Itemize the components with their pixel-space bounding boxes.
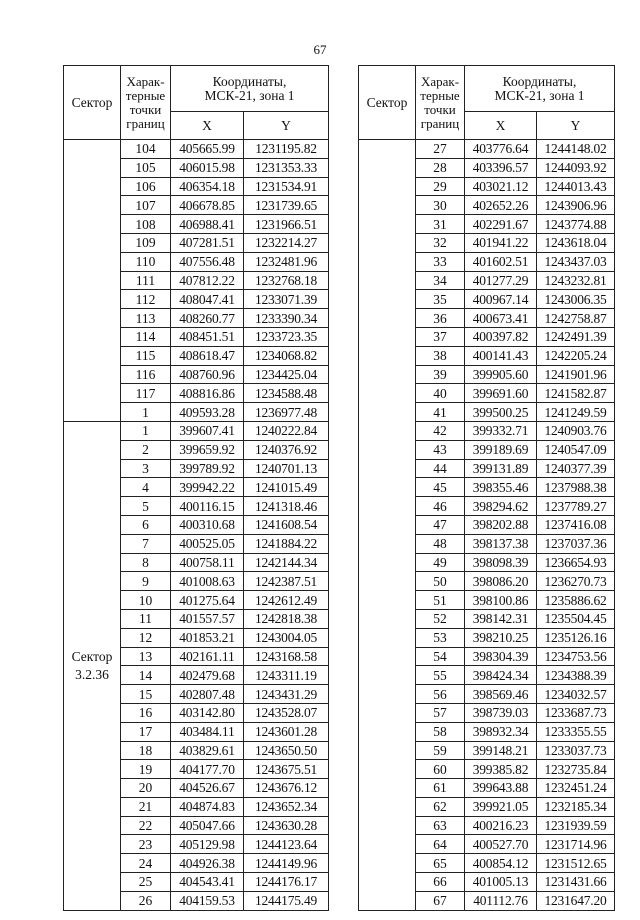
coordinates-header-line: Координаты,: [212, 73, 287, 89]
x-coordinate-cell: 398210.25: [465, 628, 537, 647]
x-coordinate-cell: 407812.22: [171, 271, 244, 290]
x-coordinate-cell: 399332.71: [465, 421, 537, 440]
point-number-cell: 2: [121, 440, 171, 459]
point-number-cell: 55: [416, 666, 465, 685]
x-coordinate-cell: 400673.41: [465, 309, 537, 328]
x-header: X: [465, 112, 537, 140]
coordinates-header: [465, 66, 615, 112]
x-coordinate-cell: 400116.15: [171, 497, 244, 516]
point-number-cell: 50: [416, 572, 465, 591]
y-header: Y: [244, 112, 329, 140]
y-coordinate-cell: 1233037.73: [537, 741, 615, 760]
point-number-cell: 20: [121, 779, 171, 798]
boundary-points-header-line: терные: [125, 87, 166, 103]
point-number-cell: 41: [416, 403, 465, 422]
point-number-cell: 35: [416, 290, 465, 309]
y-coordinate-cell: 1243630.28: [244, 816, 329, 835]
x-coordinate-cell: 402479.68: [171, 666, 244, 685]
point-number-cell: 40: [416, 384, 465, 403]
y-coordinate-cell: 1235504.45: [537, 609, 615, 628]
y-coordinate-cell: 1234753.56: [537, 647, 615, 666]
y-coordinate-cell: 1234588.48: [244, 384, 329, 403]
point-number-cell: 21: [121, 797, 171, 816]
y-coordinate-cell: 1236270.73: [537, 572, 615, 591]
y-coordinate-cell: 1244175.49: [244, 891, 329, 910]
x-coordinate-cell: 404159.53: [171, 891, 244, 910]
coordinates-header-line: Координаты,: [502, 73, 577, 89]
point-number-cell: 49: [416, 553, 465, 572]
point-number-cell: 105: [121, 158, 171, 177]
y-coordinate-cell: 1231939.59: [537, 816, 615, 835]
boundary-points-header-line: Харак-: [420, 73, 460, 89]
point-number-cell: 34: [416, 271, 465, 290]
x-coordinate-cell: 406678.85: [171, 196, 244, 215]
y-coordinate-cell: 1243601.28: [244, 722, 329, 741]
table-row: [359, 140, 615, 159]
x-coordinate-cell: 405047.66: [171, 816, 244, 835]
x-coordinate-cell: 398569.46: [465, 685, 537, 704]
y-coordinate-cell: 1231714.96: [537, 835, 615, 854]
sector-cell: [64, 140, 121, 422]
y-coordinate-cell: 1241901.96: [537, 365, 615, 384]
sector-cell: Сектор 3.2.36: [64, 421, 121, 910]
point-number-cell: 56: [416, 685, 465, 704]
point-number-cell: 67: [416, 891, 465, 910]
x-coordinate-cell: 405665.99: [171, 140, 244, 159]
point-number-cell: 64: [416, 835, 465, 854]
x-coordinate-cell: 398098.39: [465, 553, 537, 572]
y-coordinate-cell: 1243650.50: [244, 741, 329, 760]
y-coordinate-cell: 1232735.84: [537, 760, 615, 779]
y-coordinate-cell: 1240547.09: [537, 440, 615, 459]
y-coordinate-cell: 1243618.04: [537, 233, 615, 252]
x-coordinate-cell: 399131.89: [465, 459, 537, 478]
point-number-cell: 6: [121, 515, 171, 534]
point-number-cell: 62: [416, 797, 465, 816]
right-coordinates-table: [358, 65, 615, 911]
point-number-cell: 3: [121, 459, 171, 478]
point-number-cell: 110: [121, 252, 171, 271]
y-coordinate-cell: 1240903.76: [537, 421, 615, 440]
boundary-points-header-line: границ: [420, 115, 460, 131]
x-coordinate-cell: 398294.62: [465, 497, 537, 516]
y-coordinate-cell: 1243652.34: [244, 797, 329, 816]
y-coordinate-cell: 1236977.48: [244, 403, 329, 422]
x-coordinate-cell: 399942.22: [171, 478, 244, 497]
coordinates-header-line: МСК-21, зона 1: [204, 87, 295, 103]
x-coordinate-cell: 401602.51: [465, 252, 537, 271]
y-coordinate-cell: 1232451.24: [537, 779, 615, 798]
x-coordinate-cell: 399643.88: [465, 779, 537, 798]
sector-cell: [359, 140, 416, 911]
y-coordinate-cell: 1240377.39: [537, 459, 615, 478]
point-number-cell: 19: [121, 760, 171, 779]
point-number-cell: 111: [121, 271, 171, 290]
point-number-cell: 12: [121, 628, 171, 647]
point-number-cell: 61: [416, 779, 465, 798]
point-number-cell: 39: [416, 365, 465, 384]
x-coordinate-cell: 400310.68: [171, 515, 244, 534]
point-number-cell: 8: [121, 553, 171, 572]
point-number-cell: 29: [416, 177, 465, 196]
point-number-cell: 58: [416, 722, 465, 741]
x-coordinate-cell: 402161.11: [171, 647, 244, 666]
y-coordinate-cell: 1244123.64: [244, 835, 329, 854]
point-number-cell: 15: [121, 685, 171, 704]
x-coordinate-cell: 399189.69: [465, 440, 537, 459]
x-coordinate-cell: 406988.41: [171, 215, 244, 234]
x-coordinate-cell: 408760.96: [171, 365, 244, 384]
x-coordinate-cell: 403021.12: [465, 177, 537, 196]
point-number-cell: 115: [121, 346, 171, 365]
y-coordinate-cell: 1241608.54: [244, 515, 329, 534]
boundary-points-header: [416, 66, 465, 140]
x-coordinate-cell: 401005.13: [465, 873, 537, 892]
y-coordinate-cell: 1243675.51: [244, 760, 329, 779]
y-coordinate-cell: 1240376.92: [244, 440, 329, 459]
x-coordinate-cell: 404177.70: [171, 760, 244, 779]
x-coordinate-cell: 399659.92: [171, 440, 244, 459]
y-coordinate-cell: 1237988.38: [537, 478, 615, 497]
point-number-cell: 104: [121, 140, 171, 159]
x-coordinate-cell: 401112.76: [465, 891, 537, 910]
x-coordinate-cell: 400758.11: [171, 553, 244, 572]
y-coordinate-cell: 1242387.51: [244, 572, 329, 591]
point-number-cell: 32: [416, 233, 465, 252]
x-coordinate-cell: 403484.11: [171, 722, 244, 741]
x-coordinate-cell: 408260.77: [171, 309, 244, 328]
x-header: X: [171, 112, 244, 140]
page-number: 67: [313, 42, 327, 57]
x-coordinate-cell: 407281.51: [171, 233, 244, 252]
point-number-cell: 14: [121, 666, 171, 685]
y-coordinate-cell: 1244176.17: [244, 873, 329, 892]
point-number-cell: 108: [121, 215, 171, 234]
x-coordinate-cell: 401941.22: [465, 233, 537, 252]
x-coordinate-cell: 403829.61: [171, 741, 244, 760]
boundary-points-header: [121, 66, 171, 140]
point-number-cell: 107: [121, 196, 171, 215]
y-coordinate-cell: 1231431.66: [537, 873, 615, 892]
x-coordinate-cell: 400397.82: [465, 327, 537, 346]
table-row: [64, 421, 329, 440]
y-coordinate-cell: 1241884.22: [244, 534, 329, 553]
boundary-points-header-line: точки: [424, 101, 456, 117]
y-coordinate-cell: 1231195.82: [244, 140, 329, 159]
point-number-cell: 26: [121, 891, 171, 910]
point-number-cell: 47: [416, 515, 465, 534]
x-coordinate-cell: 398739.03: [465, 703, 537, 722]
y-coordinate-cell: 1234388.39: [537, 666, 615, 685]
y-coordinate-cell: 1237037.36: [537, 534, 615, 553]
x-coordinate-cell: 398304.39: [465, 647, 537, 666]
point-number-cell: 27: [416, 140, 465, 159]
y-coordinate-cell: 1237789.27: [537, 497, 615, 516]
y-coordinate-cell: 1242818.38: [244, 609, 329, 628]
point-number-cell: 65: [416, 854, 465, 873]
point-number-cell: 112: [121, 290, 171, 309]
x-coordinate-cell: 403142.80: [171, 703, 244, 722]
point-number-cell: 54: [416, 647, 465, 666]
y-coordinate-cell: 1241249.59: [537, 403, 615, 422]
point-number-cell: 43: [416, 440, 465, 459]
x-coordinate-cell: 399905.60: [465, 365, 537, 384]
boundary-points-header-line: терные: [420, 87, 460, 103]
x-coordinate-cell: 404543.41: [171, 873, 244, 892]
y-coordinate-cell: 1231739.65: [244, 196, 329, 215]
y-coordinate-cell: 1243004.05: [244, 628, 329, 647]
y-coordinate-cell: 1242612.49: [244, 591, 329, 610]
point-number-cell: 36: [416, 309, 465, 328]
y-coordinate-cell: 1231647.20: [537, 891, 615, 910]
y-coordinate-cell: 1235886.62: [537, 591, 615, 610]
x-coordinate-cell: 398932.34: [465, 722, 537, 741]
x-coordinate-cell: 406015.98: [171, 158, 244, 177]
point-number-cell: 5: [121, 497, 171, 516]
point-number-cell: 22: [121, 816, 171, 835]
x-coordinate-cell: 408451.51: [171, 327, 244, 346]
point-number-cell: 42: [416, 421, 465, 440]
y-coordinate-cell: 1231512.65: [537, 854, 615, 873]
x-coordinate-cell: 398424.34: [465, 666, 537, 685]
x-coordinate-cell: 398355.46: [465, 478, 537, 497]
y-coordinate-cell: 1243528.07: [244, 703, 329, 722]
x-coordinate-cell: 401853.21: [171, 628, 244, 647]
point-number-cell: 38: [416, 346, 465, 365]
x-coordinate-cell: 400216.23: [465, 816, 537, 835]
x-coordinate-cell: 400527.70: [465, 835, 537, 854]
y-coordinate-cell: 1242144.34: [244, 553, 329, 572]
y-coordinate-cell: 1244148.02: [537, 140, 615, 159]
y-coordinate-cell: 1243437.03: [537, 252, 615, 271]
x-coordinate-cell: 408618.47: [171, 346, 244, 365]
x-coordinate-cell: 401277.29: [465, 271, 537, 290]
y-coordinate-cell: 1243232.81: [537, 271, 615, 290]
point-number-cell: 17: [121, 722, 171, 741]
point-number-cell: 24: [121, 854, 171, 873]
point-number-cell: 11: [121, 609, 171, 628]
x-coordinate-cell: 401275.64: [171, 591, 244, 610]
x-coordinate-cell: 399385.82: [465, 760, 537, 779]
point-number-cell: 4: [121, 478, 171, 497]
point-number-cell: 60: [416, 760, 465, 779]
y-coordinate-cell: 1241582.87: [537, 384, 615, 403]
y-coordinate-cell: 1231534.91: [244, 177, 329, 196]
point-number-cell: 31: [416, 215, 465, 234]
x-coordinate-cell: 402291.67: [465, 215, 537, 234]
x-coordinate-cell: 404526.67: [171, 779, 244, 798]
x-coordinate-cell: 402807.48: [171, 685, 244, 704]
x-coordinate-cell: 400967.14: [465, 290, 537, 309]
point-number-cell: 10: [121, 591, 171, 610]
x-coordinate-cell: 398137.38: [465, 534, 537, 553]
y-coordinate-cell: 1244013.43: [537, 177, 615, 196]
x-coordinate-cell: 404874.83: [171, 797, 244, 816]
point-number-cell: 1: [121, 421, 171, 440]
y-coordinate-cell: 1234425.04: [244, 365, 329, 384]
y-coordinate-cell: 1233390.34: [244, 309, 329, 328]
y-coordinate-cell: 1234068.82: [244, 346, 329, 365]
point-number-cell: 7: [121, 534, 171, 553]
y-coordinate-cell: 1237416.08: [537, 515, 615, 534]
point-number-cell: 16: [121, 703, 171, 722]
x-coordinate-cell: 399789.92: [171, 459, 244, 478]
y-coordinate-cell: 1244149.96: [244, 854, 329, 873]
point-number-cell: 45: [416, 478, 465, 497]
y-coordinate-cell: 1244093.92: [537, 158, 615, 177]
x-coordinate-cell: 407556.48: [171, 252, 244, 271]
sector-header: Сектор: [64, 66, 121, 140]
point-number-cell: 18: [121, 741, 171, 760]
x-coordinate-cell: 403776.64: [465, 140, 537, 159]
y-coordinate-cell: 1240701.13: [244, 459, 329, 478]
left-coordinates-table: [63, 65, 329, 911]
x-coordinate-cell: 398100.86: [465, 591, 537, 610]
x-coordinate-cell: 404926.38: [171, 854, 244, 873]
point-number-cell: 51: [416, 591, 465, 610]
x-coordinate-cell: 400854.12: [465, 854, 537, 873]
x-coordinate-cell: 399607.41: [171, 421, 244, 440]
x-coordinate-cell: 406354.18: [171, 177, 244, 196]
point-number-cell: 33: [416, 252, 465, 271]
point-number-cell: 106: [121, 177, 171, 196]
x-coordinate-cell: 398086.20: [465, 572, 537, 591]
y-coordinate-cell: 1243311.19: [244, 666, 329, 685]
x-coordinate-cell: 400141.43: [465, 346, 537, 365]
point-number-cell: 66: [416, 873, 465, 892]
y-header: Y: [537, 112, 615, 140]
y-coordinate-cell: 1242491.39: [537, 327, 615, 346]
y-coordinate-cell: 1232768.18: [244, 271, 329, 290]
y-coordinate-cell: 1243676.12: [244, 779, 329, 798]
x-coordinate-cell: 403396.57: [465, 158, 537, 177]
point-number-cell: 28: [416, 158, 465, 177]
point-number-cell: 30: [416, 196, 465, 215]
point-number-cell: 46: [416, 497, 465, 516]
x-coordinate-cell: 399921.05: [465, 797, 537, 816]
x-coordinate-cell: 402652.26: [465, 196, 537, 215]
point-number-cell: 13: [121, 647, 171, 666]
y-coordinate-cell: 1241318.46: [244, 497, 329, 516]
x-coordinate-cell: 399691.60: [465, 384, 537, 403]
x-coordinate-cell: 398142.31: [465, 609, 537, 628]
point-number-cell: 57: [416, 703, 465, 722]
point-number-cell: 9: [121, 572, 171, 591]
y-coordinate-cell: 1232481.96: [244, 252, 329, 271]
point-number-cell: 23: [121, 835, 171, 854]
y-coordinate-cell: 1234032.57: [537, 685, 615, 704]
y-coordinate-cell: 1243006.35: [537, 290, 615, 309]
x-coordinate-cell: 408047.41: [171, 290, 244, 309]
y-coordinate-cell: 1242205.24: [537, 346, 615, 365]
point-number-cell: 1: [121, 403, 171, 422]
x-coordinate-cell: 401557.57: [171, 609, 244, 628]
point-number-cell: 44: [416, 459, 465, 478]
point-number-cell: 113: [121, 309, 171, 328]
point-number-cell: 109: [121, 233, 171, 252]
y-coordinate-cell: 1233687.73: [537, 703, 615, 722]
point-number-cell: 114: [121, 327, 171, 346]
point-number-cell: 25: [121, 873, 171, 892]
y-coordinate-cell: 1233723.35: [244, 327, 329, 346]
point-number-cell: 48: [416, 534, 465, 553]
x-coordinate-cell: 408816.86: [171, 384, 244, 403]
y-coordinate-cell: 1232185.34: [537, 797, 615, 816]
y-coordinate-cell: 1231966.51: [244, 215, 329, 234]
point-number-cell: 63: [416, 816, 465, 835]
x-coordinate-cell: 409593.28: [171, 403, 244, 422]
x-coordinate-cell: 399500.25: [465, 403, 537, 422]
x-coordinate-cell: 400525.05: [171, 534, 244, 553]
point-number-cell: 53: [416, 628, 465, 647]
y-coordinate-cell: 1233355.55: [537, 722, 615, 741]
x-coordinate-cell: 401008.63: [171, 572, 244, 591]
x-coordinate-cell: 405129.98: [171, 835, 244, 854]
coordinates-header: [171, 66, 329, 112]
y-coordinate-cell: 1233071.39: [244, 290, 329, 309]
boundary-points-header-line: границ: [126, 115, 165, 131]
table-row: [64, 140, 329, 159]
coordinates-header-line: МСК-21, зона 1: [494, 87, 585, 103]
y-coordinate-cell: 1241015.49: [244, 478, 329, 497]
y-coordinate-cell: 1242758.87: [537, 309, 615, 328]
y-coordinate-cell: 1236654.93: [537, 553, 615, 572]
y-coordinate-cell: 1243168.58: [244, 647, 329, 666]
point-number-cell: 37: [416, 327, 465, 346]
point-number-cell: 52: [416, 609, 465, 628]
x-coordinate-cell: 398202.88: [465, 515, 537, 534]
y-coordinate-cell: 1231353.33: [244, 158, 329, 177]
point-number-cell: 117: [121, 384, 171, 403]
boundary-points-header-line: точки: [129, 101, 162, 117]
y-coordinate-cell: 1243906.96: [537, 196, 615, 215]
y-coordinate-cell: 1235126.16: [537, 628, 615, 647]
sector-header: Сектор: [359, 66, 416, 140]
y-coordinate-cell: 1243774.88: [537, 215, 615, 234]
boundary-points-header-line: Харак-: [126, 73, 165, 89]
y-coordinate-cell: 1240222.84: [244, 421, 329, 440]
y-coordinate-cell: 1232214.27: [244, 233, 329, 252]
y-coordinate-cell: 1243431.29: [244, 685, 329, 704]
point-number-cell: 59: [416, 741, 465, 760]
x-coordinate-cell: 399148.21: [465, 741, 537, 760]
point-number-cell: 116: [121, 365, 171, 384]
